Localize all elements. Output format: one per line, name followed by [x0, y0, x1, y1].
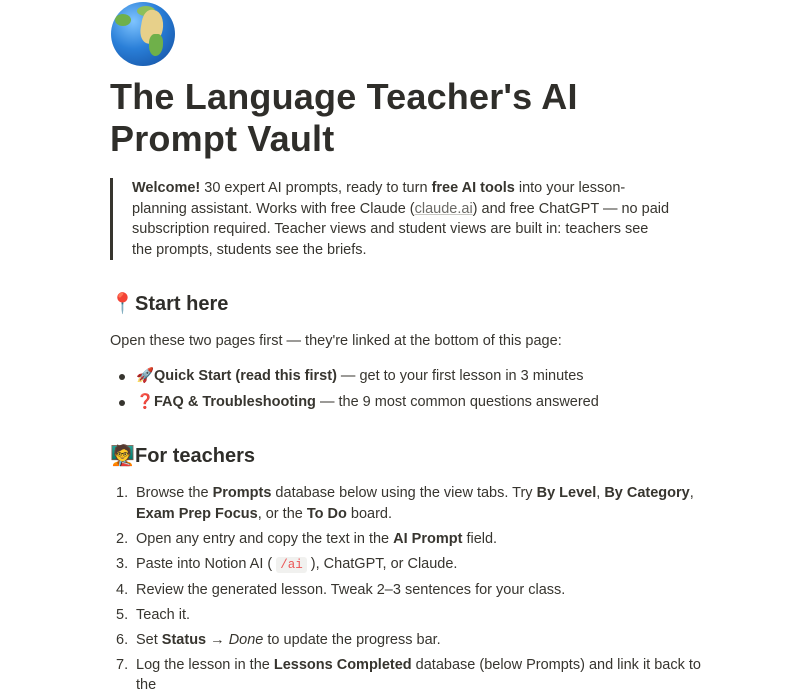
step-1-to-do: To Do — [306, 505, 347, 522]
step-item-1 — [110, 483, 710, 524]
step-5-a: Teach it. — [136, 606, 190, 623]
faq-label: FAQ & Troubleshooting — [154, 394, 316, 410]
claude-link[interactable]: claude.ai — [414, 200, 473, 217]
step-1-d: , — [596, 485, 605, 501]
step-2-c: field. — [462, 530, 498, 547]
step-7-lessons-completed: Lessons Completed — [273, 656, 412, 673]
step-6-arrow: → — [206, 631, 229, 648]
faq-desc: — the 9 most common questions answered — [315, 394, 599, 410]
heading-for-teachers-text: For teachers — [135, 445, 256, 467]
step-item-6 — [110, 630, 710, 651]
step-number: 2. — [116, 530, 129, 547]
rocket-icon: 🚀 — [136, 368, 155, 384]
step-1-a: Browse the — [136, 485, 213, 501]
step-1-by-category: By Category — [604, 485, 690, 501]
step-6-done: Done — [228, 631, 264, 648]
teacher-steps-list — [110, 483, 710, 700]
step-item-2 — [110, 529, 710, 550]
page-icon-globe-icon[interactable] — [111, 2, 175, 66]
step-1-g: board. — [346, 505, 393, 522]
callout-free-tools: free AI tools — [431, 180, 515, 196]
step-2-ai-prompt: AI Prompt — [393, 530, 463, 547]
step-item-5 — [110, 605, 710, 626]
step-number: 6. — [116, 631, 129, 648]
step-7-a: Log the lesson in the — [136, 656, 274, 673]
step-number: 4. — [116, 581, 129, 598]
step-2-a: Open any entry and copy the text in the — [136, 530, 394, 547]
callout-welcome: Welcome! — [132, 180, 201, 196]
step-1-exam-prep: Exam Prep Focus — [136, 505, 258, 522]
step-number: 5. — [116, 606, 129, 623]
callout-text-1: 30 expert AI prompts, ready to turn — [200, 180, 432, 196]
heading-start-here-text: Start here — [135, 293, 229, 315]
start-here-intro: Open these two pages first — they're linked at the bottom of this page: — [110, 333, 562, 349]
callout-text-3: ) and free ChatGPT — no paid subscription required. Teacher views and student views are built in: teachers see the prompts, students see the briefs. — [132, 200, 670, 258]
step-4-a: Review the generated lesson. Tweak 2–3 sentences for your class. — [136, 581, 566, 598]
step-item-7 — [110, 655, 710, 696]
step-7-c: database (below Prompts) and link it back to the — [136, 656, 701, 693]
welcome-callout — [110, 178, 670, 260]
step-number: 1. — [116, 485, 129, 501]
callout-text-2: into your lesson-planning assistant. Works with free Claude ( — [132, 180, 626, 217]
heading-start-here — [110, 291, 228, 317]
step-item-3 — [110, 554, 710, 576]
step-1-prompts: Prompts — [212, 485, 272, 501]
step-6-a: Set — [136, 631, 162, 648]
step-3-a: Paste into Notion AI ( — [136, 555, 277, 572]
pin-icon: 📍 — [110, 293, 135, 315]
step-3-c: ), ChatGPT, or Claude. — [306, 555, 458, 572]
step-number: 7. — [116, 656, 129, 673]
step-6-status: Status — [161, 631, 207, 648]
step-1-f: , or the — [257, 505, 307, 522]
quick-start-label: Quick Start (read this first) — [154, 368, 337, 384]
start-here-list — [110, 366, 599, 418]
step-number: 3. — [116, 555, 129, 572]
step-1-by-level: By Level — [536, 485, 597, 501]
inline-code-ai: /ai — [276, 557, 307, 573]
question-mark-icon: ❓ — [136, 394, 155, 410]
list-item-faq[interactable] — [110, 392, 599, 418]
heading-for-teachers — [110, 443, 255, 469]
quick-start-desc: — get to your first lesson in 3 minutes — [336, 368, 584, 384]
step-6-c: to update the progress bar. — [263, 631, 441, 648]
step-1-e: , — [689, 485, 694, 501]
list-item-quick-start[interactable] — [110, 366, 599, 392]
page-title[interactable]: The Language Teacher's AI Prompt Vault — [110, 76, 578, 159]
teacher-icon: 🧑‍🏫 — [110, 445, 135, 467]
step-1-c: database below using the view tabs. Try — [271, 485, 537, 501]
step-item-4 — [110, 580, 710, 601]
